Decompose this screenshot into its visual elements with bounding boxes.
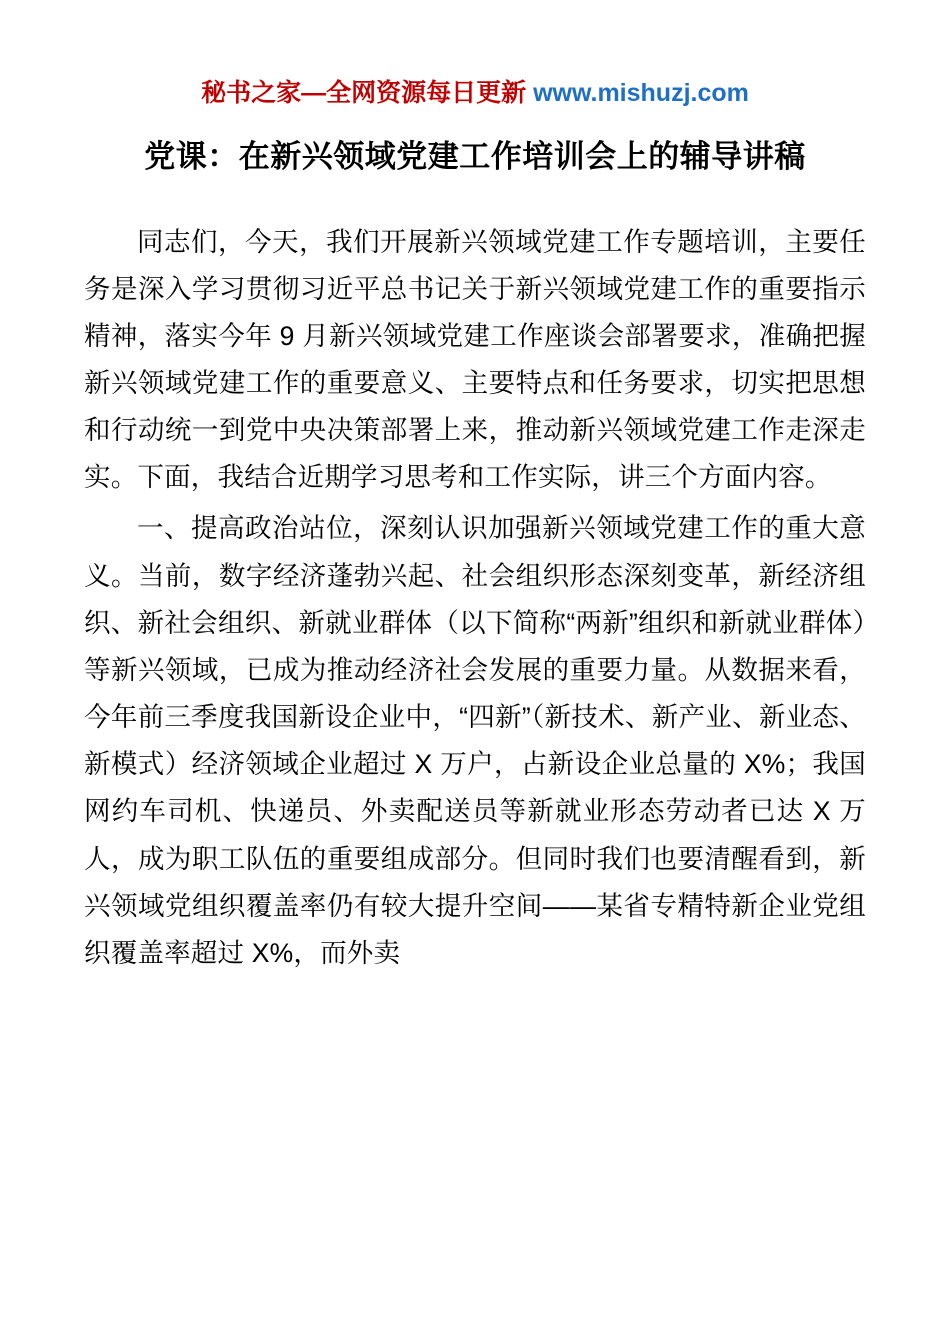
paragraph-2: 一、提高政治站位，深刻认识加强新兴领域党建工作的重大意义。当前，数字经济蓬勃兴起、社会组织形态深刻变革，新经济组织、新社会组织、新就业群体（以下简称“两新”组织和新就业群体）等新兴领域，已成为推动经济社会发展的重要力量。从数据来看，今年前三季度我国新设企业中，“四新”（新技术、新产业、新业态、新模式）经济领域企业超过 X 万户，占新设企业总量的 X%；我国网约车司机、快递员、外卖配送员等新就业形态劳动者已达 X 万人，成为职工队伍的重要组成部分。但同时我们也要清醒看到，新兴领域党组织覆盖率仍有较大提升空间——某省专精特新企业党组织覆盖率超过 X%，而外卖: [84, 513, 866, 968]
page-title: 党课：在新兴领域党建工作培训会上的辅导讲稿: [144, 139, 806, 174]
site-watermark: [84, 78, 866, 108]
watermark-site-url: www.mishuzj.com: [533, 79, 749, 107]
watermark-tagline: —全网资源每日更新: [301, 79, 534, 107]
paragraph-1: 同志们，今天，我们开展新兴领域党建工作专题培训，主要任务是深入学习贯彻习近平总书记关于新兴领域党建工作的重要指示精神，落实今年 9 月新兴领域党建工作座谈会部署要求，准确把握新兴领域党建工作的重要意义、主要特点和任务要求，切实把思想和行动统一到党中央决策部署上来，推动新兴领域党建工作走深走实。下面，我结合近期学习思考和工作实际，讲三个方面内容。: [84, 226, 866, 493]
watermark-brand: 秘书之家: [201, 79, 302, 107]
